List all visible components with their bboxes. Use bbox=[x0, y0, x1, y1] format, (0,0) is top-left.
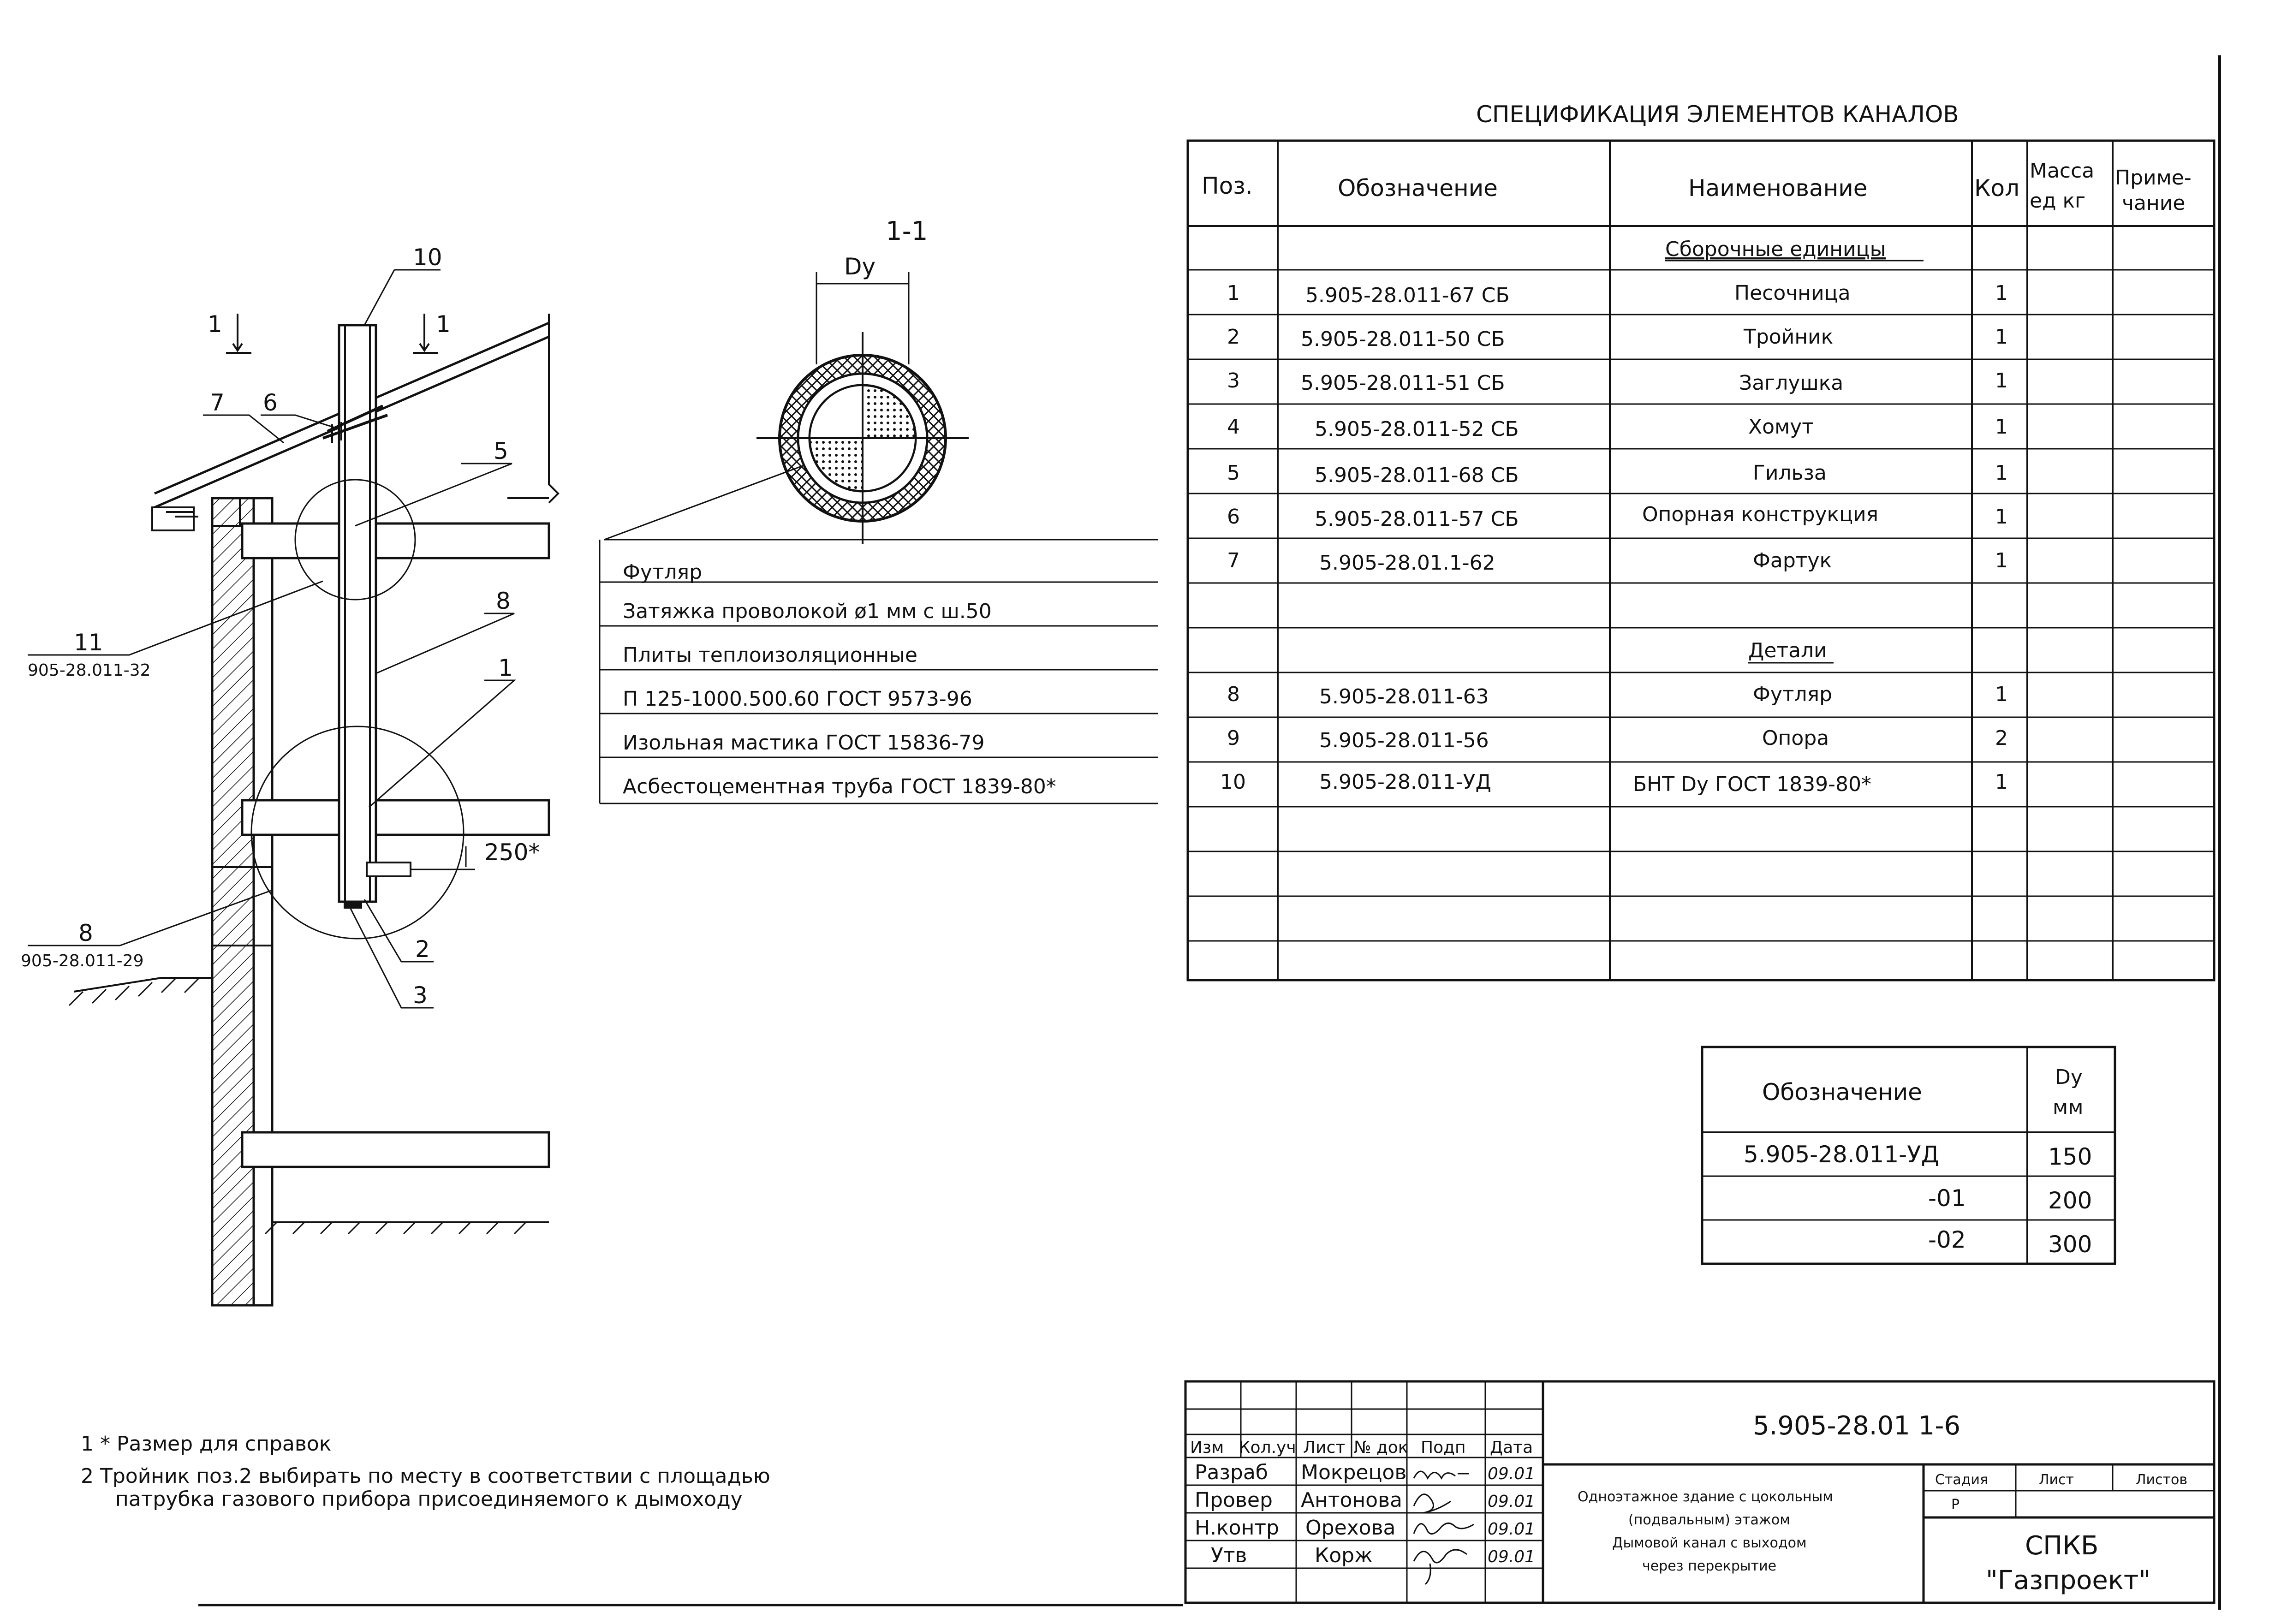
size-cell-dy: 200 bbox=[2048, 1187, 2092, 1214]
cut-label-left: 1 bbox=[208, 311, 222, 338]
spec-cell-designation: 5.905-28.011-УД bbox=[1319, 770, 1491, 794]
size-header-dy-2: мм bbox=[2053, 1095, 2084, 1119]
tb-stage-value: Р bbox=[1951, 1497, 1960, 1513]
tb-hdr-sheets: Листов bbox=[2136, 1472, 2188, 1488]
spec-cell-name: Гильза bbox=[1753, 461, 1827, 485]
layer-label-6: Асбестоцементная труба ГОСТ 1839-80* bbox=[623, 775, 1056, 798]
tb-doc-code: 5.905-28.01 1-6 bbox=[1753, 1411, 1961, 1441]
spec-header-note-2: чание bbox=[2122, 191, 2186, 215]
table-row bbox=[1227, 415, 2008, 441]
ref-label-8b: 905-28.011-29 bbox=[21, 952, 144, 970]
spec-cell-pos: 3 bbox=[1227, 369, 1240, 393]
tb-hdr-data: Дата bbox=[1490, 1438, 1533, 1457]
tb-name: Антонова bbox=[1301, 1488, 1402, 1512]
spec-title: СПЕЦИФИКАЦИЯ ЭЛЕМЕНТОВ КАНАЛОВ bbox=[1476, 101, 1959, 128]
size-header-designation: Обозначение bbox=[1762, 1079, 1922, 1106]
spec-cell-designation: 5.905-28.011-56 bbox=[1319, 729, 1489, 752]
table-row bbox=[1227, 503, 2008, 531]
spec-cell-pos: 8 bbox=[1227, 683, 1240, 706]
spec-cell-pos: 5 bbox=[1227, 461, 1240, 485]
pos-label-3: 3 bbox=[413, 982, 428, 1009]
spec-cell-qty: 1 bbox=[1995, 369, 2008, 393]
pos-label-2: 2 bbox=[415, 936, 430, 963]
spec-cell-pos: 6 bbox=[1227, 505, 1240, 529]
spec-cell-name: Опорная конструкция bbox=[1642, 503, 1879, 526]
spec-cell-designation: 5.905-28.011-51 СБ bbox=[1301, 371, 1505, 395]
pos-label-6: 6 bbox=[263, 389, 278, 416]
layer-label-2: Затяжка проволокой ø1 мм с ш.50 bbox=[623, 600, 992, 623]
pos-label-7: 7 bbox=[210, 389, 225, 416]
spec-cell-name: Тройник bbox=[1744, 325, 1834, 349]
tb-desc-3: Дымовой канал с выходом bbox=[1612, 1535, 1807, 1551]
spec-header-designation: Обозначение bbox=[1338, 175, 1498, 202]
tb-hdr-ndok: № док bbox=[1354, 1438, 1408, 1457]
pos-label-1: 1 bbox=[498, 654, 513, 681]
spec-cell-name: Хомут bbox=[1748, 415, 1814, 439]
spec-cell-pos: 10 bbox=[1220, 770, 1246, 794]
tb-hdr-izm: Изм bbox=[1190, 1438, 1224, 1457]
tb-role: Утв bbox=[1211, 1544, 1247, 1567]
tb-name: Корж bbox=[1315, 1544, 1373, 1567]
spec-header-name: Наименование bbox=[1688, 175, 1868, 202]
dim-label-250: 250* bbox=[484, 839, 540, 866]
spec-cell-designation: 5.905-28.011-67 СБ bbox=[1305, 284, 1510, 307]
table-row bbox=[1195, 1516, 1535, 1540]
tb-date: 09.01 bbox=[1488, 1464, 1536, 1483]
table-row bbox=[1227, 281, 2008, 307]
pos-label-8: 8 bbox=[496, 588, 511, 614]
spec-section-details: Детали bbox=[1748, 639, 1827, 662]
spec-cell-name: Фартук bbox=[1753, 549, 1832, 572]
ref-label-11: 905-28.011-32 bbox=[28, 661, 151, 680]
pos-label-11: 11 bbox=[74, 629, 103, 656]
spec-cell-qty: 1 bbox=[1995, 549, 2008, 572]
note-2-cont: патрубка газового прибора присоединяемого к дымоходу bbox=[115, 1487, 743, 1511]
tb-hdr-podp: Подп bbox=[1421, 1438, 1466, 1457]
spec-cell-pos: 9 bbox=[1227, 726, 1240, 750]
spec-cell-qty: 1 bbox=[1995, 461, 2008, 485]
spec-cell-designation: 5.905-28.011-57 СБ bbox=[1315, 507, 1519, 531]
table-row bbox=[1928, 1185, 2092, 1214]
tb-date: 09.01 bbox=[1488, 1547, 1536, 1566]
size-header-dy-1: Dу bbox=[2055, 1065, 2083, 1089]
size-cell-designation: 5.905-28.011-УД bbox=[1744, 1141, 1939, 1168]
layer-label-4: П 125-1000.500.60 ГОСТ 9573-96 bbox=[623, 687, 972, 711]
spec-cell-pos: 7 bbox=[1227, 549, 1240, 572]
spec-cell-qty: 1 bbox=[1995, 770, 2008, 794]
table-row bbox=[1227, 325, 2008, 351]
spec-cell-name: Песочница bbox=[1734, 281, 1851, 305]
tb-org-2: "Газпроект" bbox=[1986, 1565, 2151, 1595]
section-1-1-callout bbox=[600, 216, 1158, 803]
spec-cell-qty: 2 bbox=[1995, 726, 2008, 750]
table-row bbox=[1227, 726, 2008, 752]
note-1: 1 * Размер для справок bbox=[81, 1432, 332, 1456]
table-row bbox=[1227, 461, 2008, 487]
tb-role: Провер bbox=[1195, 1488, 1273, 1512]
tb-name: Орехова bbox=[1305, 1516, 1396, 1540]
table-row bbox=[1227, 369, 2008, 395]
notes bbox=[81, 1432, 770, 1511]
tb-role: Н.контр bbox=[1195, 1516, 1279, 1540]
tb-hdr-list: Лист bbox=[1303, 1438, 1346, 1457]
table-row bbox=[1220, 770, 2008, 796]
table-row bbox=[1227, 549, 2008, 575]
size-cell-dy: 300 bbox=[2048, 1231, 2092, 1258]
spec-header-pos: Поз. bbox=[1202, 173, 1253, 199]
layer-label-1: Футляр bbox=[623, 560, 703, 584]
size-cell-designation: -02 bbox=[1928, 1226, 1966, 1253]
spec-header-mass-1: Масса bbox=[2030, 159, 2095, 183]
note-2: 2 Тройник поз.2 выбирать по месту в соответствии с площадью bbox=[81, 1464, 770, 1488]
size-table bbox=[1702, 1047, 2115, 1264]
spec-cell-designation: 5.905-28.01.1-62 bbox=[1319, 551, 1495, 575]
spec-cell-designation: 5.905-28.011-68 СБ bbox=[1315, 464, 1519, 487]
pos-label-10: 10 bbox=[413, 244, 442, 271]
spec-cell-pos: 4 bbox=[1227, 415, 1240, 439]
table-row bbox=[1928, 1226, 2092, 1258]
tb-hdr-koluch: Кол.уч bbox=[1239, 1438, 1296, 1457]
tb-desc-4: через перекрытие bbox=[1642, 1558, 1777, 1574]
tb-hdr-sheet: Лист bbox=[2039, 1472, 2074, 1488]
table-row bbox=[1744, 1141, 2092, 1170]
spec-cell-name: Опора bbox=[1762, 726, 1829, 750]
size-cell-dy: 150 bbox=[2048, 1143, 2092, 1170]
section-title: 1-1 bbox=[886, 216, 928, 246]
table-row bbox=[1195, 1488, 1535, 1513]
size-cell-designation: -01 bbox=[1928, 1185, 1966, 1212]
spec-cell-qty: 1 bbox=[1995, 683, 2008, 706]
tb-desc-2: (подвальным) этажом bbox=[1628, 1512, 1790, 1528]
section-dim-label: Dу bbox=[844, 253, 876, 280]
spec-cell-qty: 1 bbox=[1995, 325, 2008, 349]
spec-cell-designation: 5.905-28.011-52 СБ bbox=[1315, 417, 1519, 441]
table-row bbox=[1227, 683, 2008, 708]
spec-header-mass-2: ед кг bbox=[2030, 189, 2086, 213]
tb-hdr-stage: Стадия bbox=[1935, 1472, 1989, 1488]
specification-table bbox=[1188, 101, 2214, 980]
spec-cell-designation: 5.905-28.011-63 bbox=[1319, 685, 1489, 708]
pos-label-5: 5 bbox=[494, 438, 508, 464]
cut-label-right: 1 bbox=[436, 311, 451, 338]
spec-section-assembly: Сборочные единицы bbox=[1665, 238, 1886, 261]
tb-role: Разраб bbox=[1195, 1461, 1268, 1484]
tb-date: 09.01 bbox=[1488, 1492, 1536, 1511]
pos-label-8b: 8 bbox=[78, 920, 93, 946]
spec-header-note-1: Приме- bbox=[2115, 166, 2192, 190]
spec-cell-qty: 1 bbox=[1995, 281, 2008, 305]
building-section-drawing bbox=[21, 244, 558, 1305]
spec-cell-pos: 2 bbox=[1227, 325, 1240, 349]
title-block bbox=[1185, 1381, 2214, 1603]
spec-cell-qty: 1 bbox=[1995, 415, 2008, 439]
table-row bbox=[1195, 1461, 1535, 1484]
layer-label-3: Плиты теплоизоляционные bbox=[623, 643, 917, 667]
layer-label-5: Изольная мастика ГОСТ 15836-79 bbox=[623, 731, 985, 755]
spec-cell-name: Заглушка bbox=[1739, 371, 1844, 395]
spec-header-qty: Кол bbox=[1974, 175, 2020, 202]
spec-cell-name: Футляр bbox=[1753, 683, 1833, 706]
spec-cell-pos: 1 bbox=[1227, 281, 1240, 305]
tb-date: 09.01 bbox=[1488, 1520, 1536, 1539]
tb-org-1: СПКБ bbox=[2025, 1531, 2099, 1561]
tb-name: Мокрецов bbox=[1301, 1461, 1407, 1484]
tb-desc-1: Одноэтажное здание с цокольным bbox=[1578, 1489, 1833, 1505]
spec-cell-designation: 5.905-28.011-50 СБ bbox=[1301, 327, 1505, 351]
spec-cell-qty: 1 bbox=[1995, 505, 2008, 529]
spec-cell-name: БНТ Dу ГОСТ 1839-80* bbox=[1633, 773, 1871, 796]
table-row bbox=[1211, 1544, 1535, 1584]
